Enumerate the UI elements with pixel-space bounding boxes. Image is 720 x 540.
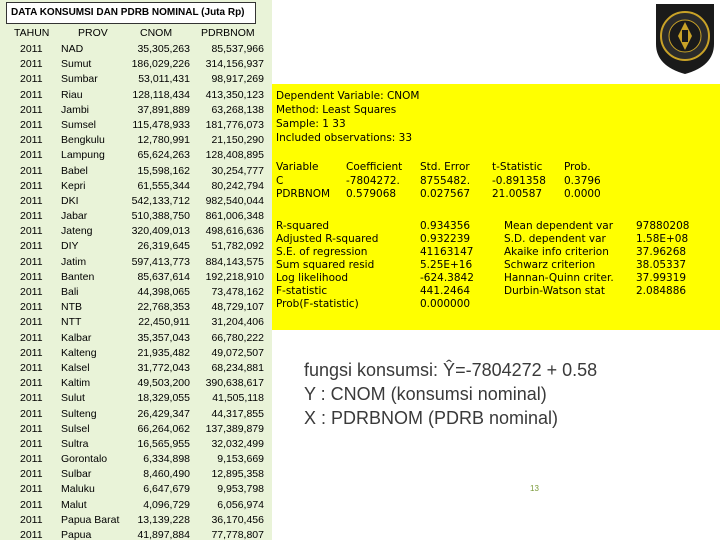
header-prov: PROV xyxy=(78,27,108,39)
stat-label: Hannan-Quinn criter. xyxy=(504,272,614,284)
cell-pdrbnom: 982,540,044 xyxy=(205,194,264,207)
cell-prov: Jatim xyxy=(61,255,87,268)
cell-year: 2011 xyxy=(20,118,43,131)
stat-label: Sum squared resid xyxy=(276,259,375,271)
cell-prov: Jabar xyxy=(61,210,88,223)
cell-cnom: 31,772,043 xyxy=(137,361,190,374)
cell-prov: Kaltim xyxy=(61,377,91,390)
cell-prov: DIY xyxy=(61,240,79,253)
table-row xyxy=(0,452,272,467)
stat-value: 0.932239 xyxy=(420,233,471,245)
cell-cnom: 61,555,344 xyxy=(137,179,190,192)
cell-prov: DKI xyxy=(61,194,79,207)
cell-prov: Sumut xyxy=(61,58,92,71)
cell-cnom: 13,139,228 xyxy=(137,513,190,526)
cell-cnom: 22,768,353 xyxy=(137,301,190,314)
col-std-error: Std. Error xyxy=(420,161,470,173)
table-row xyxy=(0,179,272,194)
var-std-error: 8755482. xyxy=(420,175,471,187)
cell-year: 2011 xyxy=(20,407,43,420)
table-row xyxy=(0,513,272,528)
cell-pdrbnom: 36,170,456 xyxy=(211,513,264,526)
cell-cnom: 53,011,431 xyxy=(138,73,190,86)
stat-value: 2.084886 xyxy=(636,285,687,297)
cell-pdrbnom: 48,729,107 xyxy=(211,301,264,314)
var-t-statistic: -0.891358 xyxy=(492,175,546,187)
table-row xyxy=(0,376,272,391)
cell-pdrbnom: 63,268,138 xyxy=(211,103,264,116)
cell-year: 2011 xyxy=(20,361,43,374)
cell-year: 2011 xyxy=(20,210,43,223)
cell-pdrbnom: 32,032,499 xyxy=(211,437,264,450)
cell-prov: Maluku xyxy=(61,483,95,496)
cell-pdrbnom: 12,895,358 xyxy=(211,468,264,481)
table-row xyxy=(0,422,272,437)
cell-year: 2011 xyxy=(20,134,43,147)
table-row xyxy=(0,209,272,224)
cell-year: 2011 xyxy=(20,225,43,238)
cell-cnom: 128,118,434 xyxy=(132,88,190,101)
cell-pdrbnom: 66,780,222 xyxy=(211,331,264,344)
cell-pdrbnom: 30,254,777 xyxy=(211,164,264,177)
cell-year: 2011 xyxy=(20,58,43,71)
cell-cnom: 35,305,263 xyxy=(137,43,190,55)
table-row xyxy=(0,361,272,376)
col-variable: Variable xyxy=(276,161,319,173)
cell-prov: Sulsel xyxy=(61,422,90,435)
table-row xyxy=(0,88,272,103)
cell-prov: NAD xyxy=(61,43,84,55)
cell-cnom: 6,647,679 xyxy=(143,483,190,496)
cell-prov: Jateng xyxy=(61,225,93,238)
cell-pdrbnom: 80,242,794 xyxy=(211,179,264,192)
stat-value: 0.000000 xyxy=(420,298,471,310)
cell-cnom: 37,891,889 xyxy=(137,103,190,116)
table-row xyxy=(0,164,272,179)
x-definition: X : PDRBNOM (PDRB nominal) xyxy=(304,408,559,428)
cell-prov: Jambi xyxy=(61,103,90,116)
cell-year: 2011 xyxy=(20,270,43,283)
stat-label: Log likelihood xyxy=(276,272,349,284)
cell-year: 2011 xyxy=(20,422,43,435)
cell-prov: Kalteng xyxy=(61,346,97,359)
cell-prov: Sulbar xyxy=(61,468,92,481)
cell-cnom: 66,264,062 xyxy=(137,422,190,435)
cell-prov: Bengkulu xyxy=(61,134,105,147)
cell-cnom: 597,413,773 xyxy=(131,255,190,268)
stat-label: S.E. of regression xyxy=(276,246,368,258)
stat-value: -624.3842 xyxy=(420,272,474,284)
cell-pdrbnom: 884,143,575 xyxy=(205,255,264,268)
cell-cnom: 8,460,490 xyxy=(143,468,190,481)
cell-cnom: 6,334,898 xyxy=(143,453,190,466)
cell-prov: Kalbar xyxy=(61,331,92,344)
cell-cnom: 15,598,162 xyxy=(137,164,190,177)
cell-cnom: 320,409,013 xyxy=(131,225,190,238)
cell-prov: Sumbar xyxy=(61,73,98,86)
table-row xyxy=(0,224,272,239)
table-row xyxy=(0,407,272,422)
cell-cnom: 4,096,729 xyxy=(143,498,190,511)
cell-pdrbnom: 314,156,937 xyxy=(205,58,264,71)
cell-pdrbnom: 31,204,406 xyxy=(211,316,264,329)
cell-pdrbnom: 181,776,073 xyxy=(205,118,264,131)
cell-pdrbnom: 73,478,162 xyxy=(211,286,264,298)
table-row xyxy=(0,482,272,497)
stat-label: R-squared xyxy=(276,220,330,232)
header-pdrbnom: PDRBNOM xyxy=(201,27,255,39)
cell-year: 2011 xyxy=(20,164,43,177)
cell-pdrbnom: 21,150,290 xyxy=(211,134,264,147)
regression-output-box xyxy=(272,84,720,330)
cell-year: 2011 xyxy=(20,513,43,526)
cell-prov: Riau xyxy=(61,88,83,101)
cell-pdrbnom: 9,953,798 xyxy=(217,483,264,496)
table-row xyxy=(0,239,272,254)
cell-pdrbnom: 41,505,118 xyxy=(212,392,264,405)
cell-cnom: 41,897,884 xyxy=(137,529,190,540)
cell-pdrbnom: 498,616,636 xyxy=(205,225,264,238)
table-body xyxy=(0,42,272,540)
cell-prov: Kepri xyxy=(61,179,86,192)
cell-cnom: 115,478,933 xyxy=(132,118,190,131)
stat-value: 97880208 xyxy=(636,220,690,232)
cell-year: 2011 xyxy=(20,331,43,344)
table-row xyxy=(0,391,272,406)
table-row xyxy=(0,194,272,209)
cell-year: 2011 xyxy=(20,103,43,116)
cell-prov: Bali xyxy=(61,286,79,298)
cell-year: 2011 xyxy=(20,316,43,329)
cell-year: 2011 xyxy=(20,483,43,496)
table-row xyxy=(0,300,272,315)
cell-prov: NTB xyxy=(61,301,82,314)
table-title: DATA KONSUMSI DAN PDRB NOMINAL (Juta Rp) xyxy=(6,2,256,24)
cell-year: 2011 xyxy=(20,73,43,86)
cell-cnom: 21,935,482 xyxy=(137,346,190,359)
cell-prov: Gorontalo xyxy=(61,453,108,466)
cell-year: 2011 xyxy=(20,240,43,253)
stat-value: 5.25E+16 xyxy=(420,259,473,271)
cell-pdrbnom: 192,218,910 xyxy=(205,270,264,283)
stat-value: 1.58E+08 xyxy=(636,233,689,245)
y-definition: Y : CNOM (konsumsi nominal) xyxy=(304,384,547,404)
table-row xyxy=(0,133,272,148)
table-row xyxy=(0,118,272,133)
table-row xyxy=(0,270,272,285)
cell-year: 2011 xyxy=(20,346,43,359)
stat-value: 37.99319 xyxy=(636,272,687,284)
cell-year: 2011 xyxy=(20,392,43,405)
cell-pdrbnom: 390,638,617 xyxy=(205,377,264,390)
method: Method: Least Squares xyxy=(276,104,397,116)
table-row xyxy=(0,72,272,87)
var-coefficient: 0.579068 xyxy=(346,188,397,200)
stat-label: Schwarz criterion xyxy=(504,259,596,271)
var-prob: 0.0000 xyxy=(564,188,601,200)
stat-label: Adjusted R-squared xyxy=(276,233,379,245)
cell-pdrbnom: 6,056,974 xyxy=(217,498,264,511)
cell-year: 2011 xyxy=(20,529,43,540)
table-row xyxy=(0,467,272,482)
stat-value: 441.2464 xyxy=(420,285,471,297)
stat-value: 41163147 xyxy=(420,246,474,258)
table-row xyxy=(0,285,272,300)
var-name: PDRBNOM xyxy=(276,188,331,200)
cell-cnom: 44,398,065 xyxy=(137,286,190,298)
cell-cnom: 542,133,712 xyxy=(131,194,190,207)
cell-pdrbnom: 44,317,855 xyxy=(211,407,264,420)
cell-year: 2011 xyxy=(20,149,43,162)
cell-pdrbnom: 9,153,669 xyxy=(217,453,264,466)
table-row xyxy=(0,148,272,163)
cell-year: 2011 xyxy=(20,255,43,268)
cell-prov: NTT xyxy=(61,316,82,329)
table-row xyxy=(0,346,272,361)
page-number: 13 xyxy=(530,484,539,493)
table-row xyxy=(0,42,272,57)
cell-pdrbnom: 49,072,507 xyxy=(211,346,264,359)
stat-label: Durbin-Watson stat xyxy=(504,285,605,297)
cell-prov: Sultra xyxy=(61,437,89,450)
sample: Sample: 1 33 xyxy=(276,118,346,130)
cell-prov: Sumsel xyxy=(61,118,97,131)
cell-pdrbnom: 77,778,807 xyxy=(211,529,264,540)
cell-pdrbnom: 85,537,966 xyxy=(211,43,264,55)
cell-cnom: 26,319,645 xyxy=(137,240,190,253)
col-t-statistic: t-Statistic xyxy=(492,161,543,173)
stat-label: Prob(F-statistic) xyxy=(276,298,359,310)
cell-pdrbnom: 413,350,123 xyxy=(205,88,264,101)
cell-pdrbnom: 861,006,348 xyxy=(205,210,264,223)
stat-value: 37.96268 xyxy=(636,246,687,258)
cell-pdrbnom: 98,917,269 xyxy=(211,73,264,86)
cell-pdrbnom: 128,408,895 xyxy=(205,149,264,162)
cell-year: 2011 xyxy=(20,453,43,466)
table-row xyxy=(0,528,272,540)
cell-prov: Babel xyxy=(61,164,88,177)
table-row xyxy=(0,331,272,346)
table-row xyxy=(0,57,272,72)
stat-value: 38.05337 xyxy=(636,259,687,271)
cell-cnom: 85,637,614 xyxy=(137,270,190,283)
stat-label: F-statistic xyxy=(276,285,328,297)
col-prob: Prob. xyxy=(564,161,591,173)
table-row xyxy=(0,255,272,270)
cell-cnom: 49,503,200 xyxy=(137,377,190,390)
table-row xyxy=(0,437,272,452)
observations: Included observations: 33 xyxy=(276,132,413,144)
cell-prov: Malut xyxy=(61,498,87,511)
header-year: TAHUN xyxy=(14,27,50,39)
table-row xyxy=(0,315,272,330)
cell-prov: Kalsel xyxy=(61,361,90,374)
cell-year: 2011 xyxy=(20,437,43,450)
cell-pdrbnom: 51,782,092 xyxy=(211,240,264,253)
cell-prov: Papua xyxy=(61,529,92,540)
cell-year: 2011 xyxy=(20,468,43,481)
cell-cnom: 16,565,955 xyxy=(137,437,190,450)
dependent-variable: Dependent Variable: CNOM xyxy=(276,90,420,102)
cell-cnom: 510,388,750 xyxy=(131,210,190,223)
cell-cnom: 26,429,347 xyxy=(137,407,190,420)
consumption-function: fungsi konsumsi: Ŷ=-7804272 + 0.58 xyxy=(304,360,598,380)
var-coefficient: -7804272. xyxy=(346,175,400,187)
cell-prov: Banten xyxy=(61,270,95,283)
header-cnom: CNOM xyxy=(140,27,173,39)
stat-label: Akaike info criterion xyxy=(504,246,609,258)
cell-cnom: 186,029,226 xyxy=(131,58,190,71)
university-seal-icon xyxy=(652,0,718,76)
var-std-error: 0.027567 xyxy=(420,188,471,200)
cell-year: 2011 xyxy=(20,194,43,207)
cell-prov: Papua Barat xyxy=(61,513,120,526)
data-table-panel xyxy=(0,0,272,540)
cell-prov: Sulteng xyxy=(61,407,97,420)
cell-prov: Sulut xyxy=(61,392,85,405)
cell-prov: Lampung xyxy=(61,149,105,162)
cell-year: 2011 xyxy=(20,286,43,298)
table-row xyxy=(0,103,272,118)
cell-year: 2011 xyxy=(20,88,43,101)
stat-label: S.D. dependent var xyxy=(504,233,606,245)
cell-cnom: 18,329,055 xyxy=(137,392,190,405)
cell-cnom: 12,780,991 xyxy=(137,134,190,147)
cell-pdrbnom: 137,389,879 xyxy=(205,422,264,435)
cell-year: 2011 xyxy=(20,301,43,314)
cell-cnom: 65,624,263 xyxy=(137,149,190,162)
var-name: C xyxy=(276,175,284,187)
cell-year: 2011 xyxy=(20,377,43,390)
cell-cnom: 35,357,043 xyxy=(137,331,190,344)
cell-year: 2011 xyxy=(20,498,43,511)
stat-label: Mean dependent var xyxy=(504,220,614,232)
cell-pdrbnom: 68,234,881 xyxy=(211,361,264,374)
stat-value: 0.934356 xyxy=(420,220,471,232)
cell-year: 2011 xyxy=(20,179,43,192)
col-coefficient: Coefficient xyxy=(346,161,403,173)
cell-cnom: 22,450,911 xyxy=(138,316,190,329)
var-prob: 0.3796 xyxy=(564,175,601,187)
var-t-statistic: 21.00587 xyxy=(492,188,543,200)
cell-year: 2011 xyxy=(20,43,43,55)
table-row xyxy=(0,498,272,513)
